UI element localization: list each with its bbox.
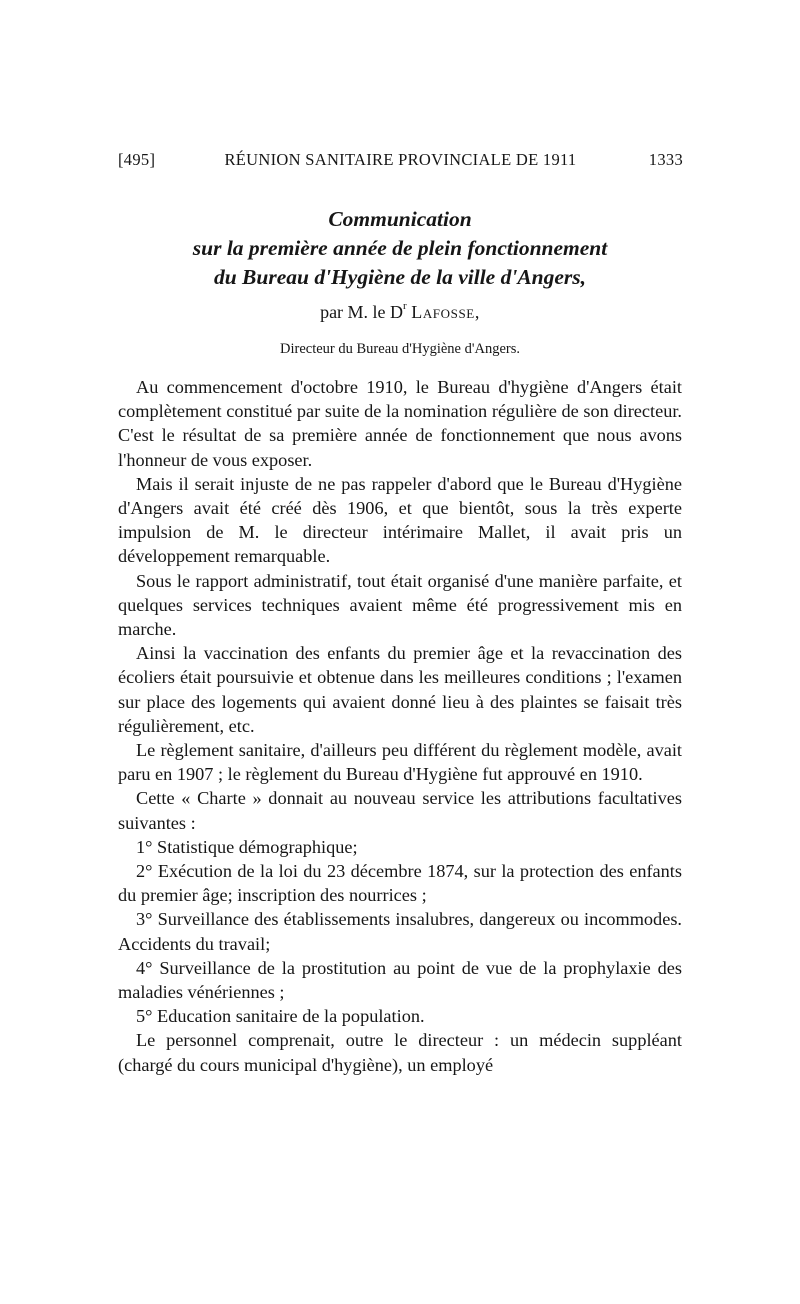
byline-prefix: par M. le D: [320, 302, 404, 322]
paragraph: Cette « Charte » donnait au nouveau service les attributions facultatives suivantes :: [118, 788, 682, 833]
list-item: 1° Statistique démographique;: [136, 836, 358, 857]
list-item: 3° Surveillance des établissements insalubres, dangereux ou incommodes. Accidents du travail;: [118, 909, 682, 954]
article-title: [100, 205, 700, 292]
list-item: 2° Exécution de la loi du 23 décembre 1874, sur la protection des enfants du premier âge; inscription des nourrices ;: [118, 861, 682, 906]
author-name: Lafosse,: [411, 302, 480, 322]
page-number: 1333: [648, 150, 683, 169]
article-body: [118, 375, 682, 1077]
paragraph: Au commencement d'octobre 1910, le Bureau d'hygiène d'Angers était complètement constitué par suite de la nomination régulière de son directeur. C'est le résultat de sa première année de fonctionnement que nous avons l'honneur de vous exposer.: [118, 377, 682, 470]
running-head-page-ref: [495]: [118, 150, 156, 169]
paragraph: Le personnel comprenait, outre le directeur : un médecin suppléant (chargé du cours municipal d'hygiène), un employé: [118, 1030, 682, 1075]
list-item: 4° Surveillance de la prostitution au point de vue de la prophylaxie des maladies vénériennes ;: [118, 957, 682, 1003]
author-byline: [100, 302, 700, 323]
running-head: [118, 150, 683, 172]
title-line-3: du Bureau d'Hygiène de la ville d'Angers,: [213, 265, 587, 289]
title-line-1: Communication: [328, 207, 472, 231]
paragraph: Sous le rapport administratif, tout était organisé d'une manière parfaite, et quelques services techniques avaient même été progressivement mis en marche.: [118, 570, 682, 640]
byline-superscript: r: [403, 300, 407, 312]
title-line-2: sur la première année de plein fonctionnement: [192, 236, 608, 260]
running-head-title: RÉUNION SANITAIRE PROVINCIALE DE 1911: [224, 150, 577, 169]
author-affiliation: Directeur du Bureau d'Hygiène d'Angers.: [280, 341, 520, 357]
paragraph: Le règlement sanitaire, d'ailleurs peu différent du règlement modèle, avait paru en 1907 ; le règlement du Bureau d'Hygiène fut approuvé en 1910.: [118, 740, 682, 785]
list-item: 5° Education sanitaire de la population.: [136, 1006, 425, 1027]
paragraph: Mais il serait injuste de ne pas rappeler d'abord que le Bureau d'Hygiène d'Angers avait été créé dès 1906, et que bientôt, sous la très experte impulsion de M. le directeur intérimaire Mallet, il avait pris un développement remarquable.: [118, 473, 682, 567]
paragraph: Ainsi la vaccination des enfants du premier âge et la revaccination des écoliers était poursuivie et obtenue dans les meilleures conditions ; l'examen sur place des logements qui avaient donné lieu à des plaintes se faisait très régulièrement, etc.: [118, 643, 682, 736]
